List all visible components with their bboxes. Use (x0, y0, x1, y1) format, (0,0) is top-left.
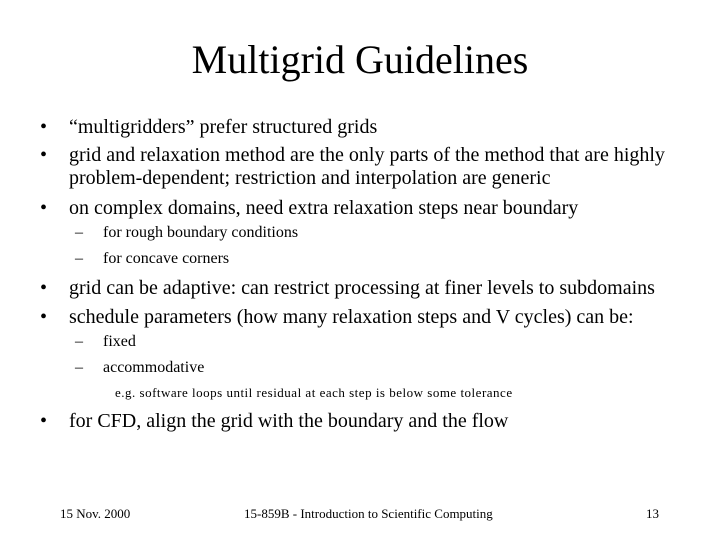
bullet-text-problem-dependent-line1: grid and relaxation method are the only parts of the method that are highly (69, 144, 665, 166)
sub-bullet-marker: – (75, 333, 83, 350)
bullet-marker: • (40, 306, 48, 328)
bullet-text-schedule-parameters: schedule parameters (how many relaxation steps and V cycles) can be: (69, 306, 634, 328)
slide-title: Multigrid Guidelines (191, 37, 529, 82)
bullet-marker: • (40, 197, 48, 219)
sub-bullet-marker: – (75, 359, 83, 376)
note-software-loops: e.g. software loops until residual at each step is below some tolerance (115, 385, 513, 400)
bullet-text-complex-domains: on complex domains, need extra relaxation steps near boundary (69, 197, 579, 219)
bullet-text-adaptive-grid: grid can be adaptive: can restrict processing at finer levels to subdomains (69, 277, 655, 299)
footer-course: 15-859B - Introduction to Scientific Computing (244, 506, 493, 521)
bullet-marker: • (40, 116, 48, 138)
footer-page-number: 13 (646, 506, 659, 521)
bullet-text-structured-grids: “multigridders” prefer structured grids (69, 116, 378, 138)
bullet-marker: • (40, 410, 48, 432)
bullet-marker: • (40, 144, 48, 166)
bullet-text-cfd: for CFD, align the grid with the boundary and the flow (69, 410, 509, 432)
sub-item-fixed: fixed (103, 333, 136, 350)
sub-item-concave-corners: for concave corners (103, 250, 230, 267)
sub-item-accommodative: accommodative (103, 359, 205, 376)
sub-bullet-marker: – (75, 224, 83, 241)
sub-bullet-marker: – (75, 250, 83, 267)
footer-date: 15 Nov. 2000 (60, 506, 131, 521)
sub-item-rough-boundary: for rough boundary conditions (103, 224, 299, 241)
bullet-marker: • (40, 277, 48, 299)
bullet-text-problem-dependent-line2: problem-dependent; restriction and interpolation are generic (69, 167, 551, 189)
